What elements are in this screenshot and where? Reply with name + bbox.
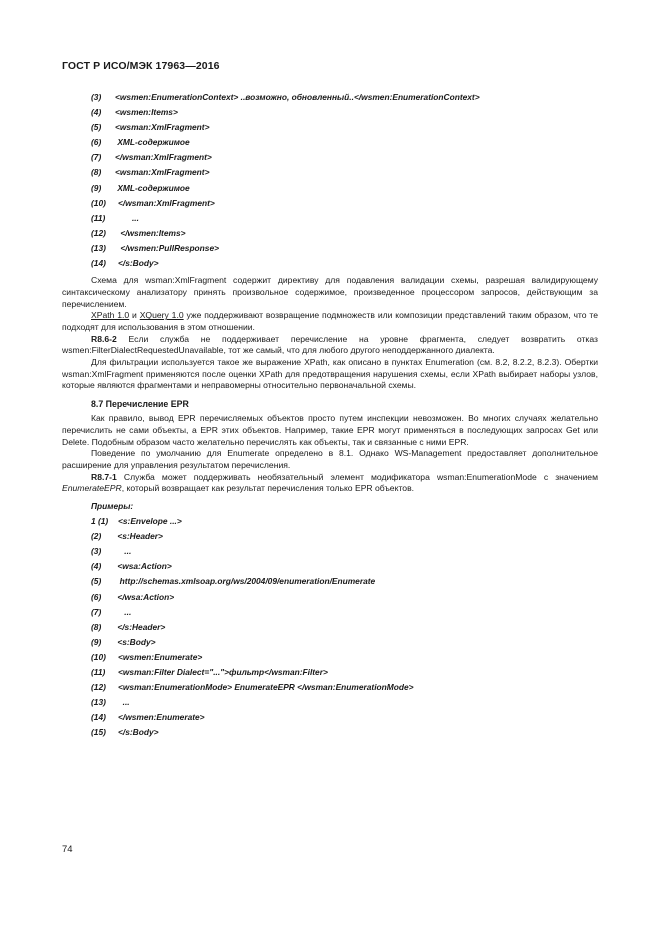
- code-text: </wsa:Action>: [115, 591, 175, 602]
- code-line: [62, 181, 598, 196]
- section-heading: 8.7 Перечисление EPR: [91, 399, 189, 410]
- code-text: ...: [118, 697, 130, 708]
- xquery-link[interactable]: XQuery 1.0: [139, 310, 184, 321]
- code-text: <wsmen:EnumerationContext> ..возможно, обновленный..</wsmen:EnumerationContext>: [115, 92, 480, 102]
- code-line: [62, 620, 598, 635]
- code-line: [62, 590, 598, 605]
- line-number: (14): [91, 712, 106, 723]
- code-line: [62, 695, 598, 710]
- code-line: [62, 635, 598, 650]
- line-number: (9): [91, 636, 102, 647]
- code-text: ...: [115, 606, 132, 617]
- line-number: (8): [91, 621, 102, 632]
- requirement-label: R8.6-2: [91, 333, 117, 344]
- code-text: XML-содержимое: [115, 182, 190, 193]
- code-text: <wsman:EnumerationMode> EnumerateEPR </wsman:EnumerationMode>: [118, 682, 414, 693]
- requirement-label: R8.7-1: [91, 471, 117, 482]
- code-text: </s:Body>: [118, 727, 159, 738]
- code-text: </wsmen:Items>: [118, 227, 186, 238]
- code-line: [62, 256, 598, 271]
- line-number: (7): [91, 606, 102, 617]
- code-line: [62, 665, 598, 680]
- xpath-link[interactable]: XPath 1.0: [91, 310, 130, 321]
- paragraph-xmlfragment-schema: Схема для wsman:XmlFragment содержит директиву для подавления валидации схемы, разрешая валидирующему синтаксическому анализатору принять произвольное содержимое, произведенное процессором запросов, действующим за перечислением.: [62, 275, 598, 309]
- code-line: [62, 605, 598, 620]
- code-line: [62, 680, 598, 695]
- code-line: [62, 241, 598, 256]
- code-text: XML-содержимое: [115, 137, 190, 148]
- line-number: (7): [91, 152, 102, 163]
- line-number: (15): [91, 727, 106, 738]
- code-text: http://schemas.xmlsoap.org/ws/2004/09/enumeration/Enumerate: [115, 576, 376, 587]
- code-line: [62, 574, 598, 589]
- code-text: <s:Envelope ...>: [118, 516, 182, 527]
- code-block-pull-response: [62, 90, 598, 271]
- line-number: (3): [91, 92, 102, 102]
- line-number: (12): [91, 227, 106, 238]
- line-number: (14): [91, 258, 106, 269]
- line-number: 1 (1): [91, 516, 109, 527]
- code-line: [62, 90, 598, 105]
- code-text: <s:Header>: [115, 531, 163, 542]
- line-number: (2): [91, 531, 102, 542]
- paragraph-default-behavior: Поведение по умолчанию для Enumerate определено в 8.1. Однако WS-Management предоставляет дополнительное расширение для управления результатом перечисления.: [62, 448, 598, 470]
- line-number: (5): [91, 576, 102, 587]
- paragraph-epr-intro: Как правило, вывод EPR перечисляемых объектов просто путем инспекции невозможен. Во многих случаях желательно перечислить не сами объекты, а EPR этих объектов. Например, такие EPR могут применяться в последующих запросах Get или Delete. Подобным образом часто желательно перечислять как объекты, так и связанные с ними EPR.: [62, 413, 598, 447]
- code-text: <wsmen:Items>: [115, 107, 178, 118]
- code-text: <s:Body>: [115, 636, 156, 647]
- code-line: [62, 514, 598, 529]
- code-line: [62, 165, 598, 180]
- document-header: ГОСТ Р ИСО/МЭК 17963—2016: [62, 60, 220, 72]
- line-number: (12): [91, 682, 106, 693]
- code-text: ...: [115, 546, 132, 557]
- code-line: [62, 559, 598, 574]
- line-number: (8): [91, 167, 102, 178]
- code-line: [62, 529, 598, 544]
- code-line: [62, 135, 598, 150]
- line-number: (11): [91, 667, 106, 678]
- line-number: (13): [91, 697, 106, 708]
- code-text: </wsman:XmlFragment>: [115, 152, 212, 163]
- line-number: (4): [91, 107, 102, 118]
- code-text: <wsman:XmlFragment>: [115, 167, 210, 178]
- line-number: (13): [91, 242, 106, 253]
- code-line: [62, 725, 598, 740]
- code-line: [62, 196, 598, 211]
- line-number: (6): [91, 591, 102, 602]
- code-line: [62, 650, 598, 665]
- paragraph-r8-6-2: R8.6-2 Если служба не поддерживает перечисление на уровне фрагмента, следует возвратить отказ wsmen:FilterDialectRequestedUnavailable, тот же самый, что для любого другого неподдержанного диалекта.: [62, 333, 598, 356]
- line-number: (3): [91, 546, 102, 557]
- line-number: (9): [91, 182, 102, 193]
- line-number: (4): [91, 561, 102, 572]
- code-block-enumerate-example: [62, 514, 598, 740]
- code-text: ...: [118, 212, 139, 223]
- page-number: 74: [62, 844, 73, 855]
- code-line: [62, 150, 598, 165]
- page-content: [62, 90, 598, 740]
- line-number: (10): [91, 197, 106, 208]
- paragraph-r8-7-1: R8.7-1 Служба может поддерживать необязательный элемент модификатора wsman:EnumerationMode с значением EnumerateEPR, который возвращает как результат перечисления только EPR объектов.: [62, 471, 598, 494]
- code-text: </wsmen:PullResponse>: [118, 242, 219, 253]
- code-text: <wsman:XmlFragment>: [115, 122, 210, 133]
- paragraph-xpath-xquery: XPath 1.0 и XQuery 1.0 уже поддерживают возвращение подмножеств или композиции представлений таким образом, что те подходят для использования в этом отношении.: [62, 310, 599, 332]
- code-text: </s:Body>: [118, 258, 159, 269]
- code-text: <wsa:Action>: [115, 561, 172, 572]
- line-number: (10): [91, 651, 106, 662]
- code-line: [62, 710, 598, 725]
- paragraph-filtering: Для фильтрации используется такое же выражение XPath, как описано в пунктах Enumeration (см. 8.2, 8.2.2, 8.2.3). Обертки wsman:XmlFragment применяются после оценки XPath для предотвращения нарушения схемы, если XPath выбирает наборы узлов, которые являются фрагментами и неправомерны относительно первоначальной схемы.: [62, 357, 598, 391]
- code-text: <wsman:Filter Dialect="...">фильтр</wsman:Filter>: [118, 667, 328, 678]
- code-text: </wsman:XmlFragment>: [118, 197, 215, 208]
- code-line: [62, 120, 598, 135]
- code-line: [62, 544, 598, 559]
- line-number: (11): [91, 212, 106, 223]
- code-text: <wsmen:Enumerate>: [118, 651, 203, 662]
- code-line: [62, 211, 598, 226]
- line-number: (6): [91, 137, 102, 148]
- line-number: (5): [91, 122, 102, 133]
- examples-heading: Примеры:: [91, 501, 134, 512]
- code-text: </s:Header>: [115, 621, 166, 632]
- emphasis-enumerate-epr: EnumerateEPR: [62, 483, 122, 494]
- code-line: [62, 226, 598, 241]
- code-text: </wsmen:Enumerate>: [118, 712, 205, 723]
- code-line: [62, 105, 598, 120]
